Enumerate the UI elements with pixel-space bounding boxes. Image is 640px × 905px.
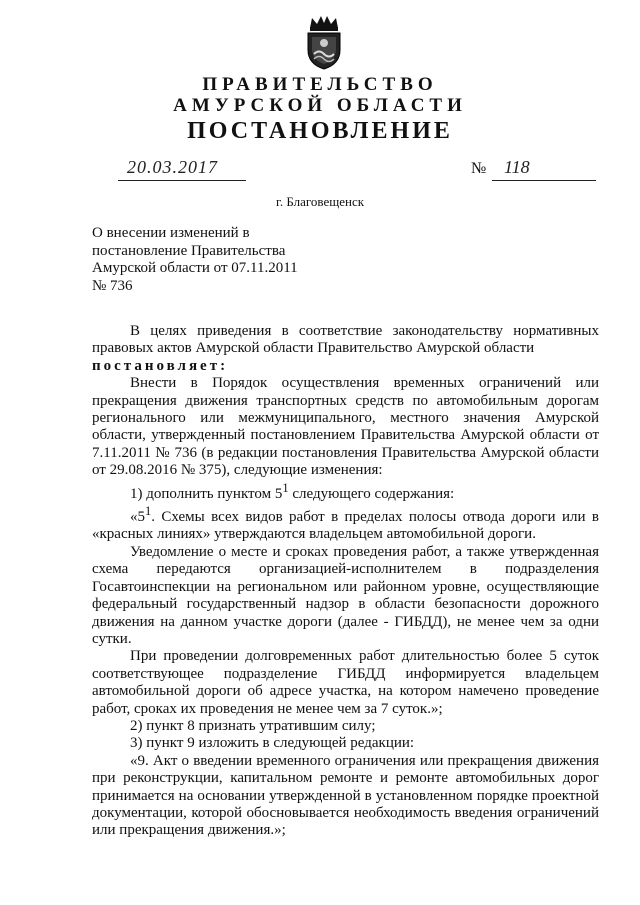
document-body (92, 323, 599, 840)
paragraph-amendment-intro: Внести в Порядок осуществления временных ограничений или прекращения движения транспортных средств по автомобильным дорогам регионального или межмуниципального, местного значения Амурской области, утвержденный постановлением Правительства Амурской области от 7.11.2011 № 736 (в редакции постановления Правительства Амурской области от 29.08.2016 № 375), следующие изменения: (92, 375, 599, 479)
paragraph-preamble: В целях приведения в соответствие законодательству нормативных правовых актов Амурской области Правительство Амурской области (92, 323, 599, 357)
subject-line: О внесении изменений в (92, 225, 250, 241)
city-name: г. Благовещенск (275, 194, 365, 209)
paragraph-notification: Уведомление о месте и сроках проведения работ, а также утвержденная схема передаются организацией-исполнителем в подразделения Госавтоинспекции на региональном или районном уровне, осуществляющие федеральный государственный надзор в области безопасности дорожного движения на данном участке дороги (далее - ГИБДД), не менее чем за одни сутки. (92, 543, 599, 647)
government-title-line2: АМУРСКОЙ ОБЛАСТИ (173, 95, 467, 116)
document-number: 118 (504, 157, 530, 177)
paragraph-item-3: 3) пункт 9 изложить в следующей редакции: (130, 735, 415, 752)
document-date: 20.03.2017 (127, 157, 218, 177)
paragraph-clause-5-1 (92, 503, 599, 544)
document-type-title: ПОСТАНОВЛЕНИЕ (187, 118, 453, 144)
paragraph-clause-9: «9. Акт о введении временного ограничения или прекращения движения при реконструкции, капитальном ремонте и ремонте автомобильных дорог принимается на основании утвержденной в установленном порядке проектной документации, которой обосновывается необходимость введения ограничений или прекращения движения.»; (92, 752, 599, 839)
item-1-suffix: следующего содержания: (288, 485, 455, 502)
decree-word: постановляет: (92, 357, 229, 374)
subject-line: № 736 (92, 277, 133, 294)
government-title-line1: ПРАВИТЕЛЬСТВО (202, 74, 438, 95)
paragraph-item-1 (92, 480, 599, 503)
document-subject (92, 225, 352, 295)
superscript: 1 (145, 504, 152, 519)
subject-line: Амурской области от 07.11.2011 (92, 260, 298, 276)
paragraph-item-2: 2) пункт 8 признать утратившим силу; (130, 717, 376, 734)
item-1-text: 1) дополнить пунктом 5 (130, 485, 283, 502)
amur-region-coat-of-arms-icon (302, 14, 346, 70)
subject-line: постановление Правительства (92, 242, 286, 259)
number-sign: № (471, 160, 487, 177)
paragraph-long-term-works: При проведении долговременных работ длительностью более 5 суток соответствующее подразделение ГИБДД информируется владельцем автомобильной дороги об адресе участка, на котором намечено проведение работ, сроках их проведения не менее чем за 7 суток.»; (92, 648, 599, 717)
superscript: 1 (282, 480, 289, 495)
clause-text: . Схемы всех видов работ в пределах полосы отвода дороги или в «красных линиях» утверждаются владельцем автомобильной дороги. (92, 509, 599, 543)
clause-prefix: «5 (130, 509, 145, 526)
